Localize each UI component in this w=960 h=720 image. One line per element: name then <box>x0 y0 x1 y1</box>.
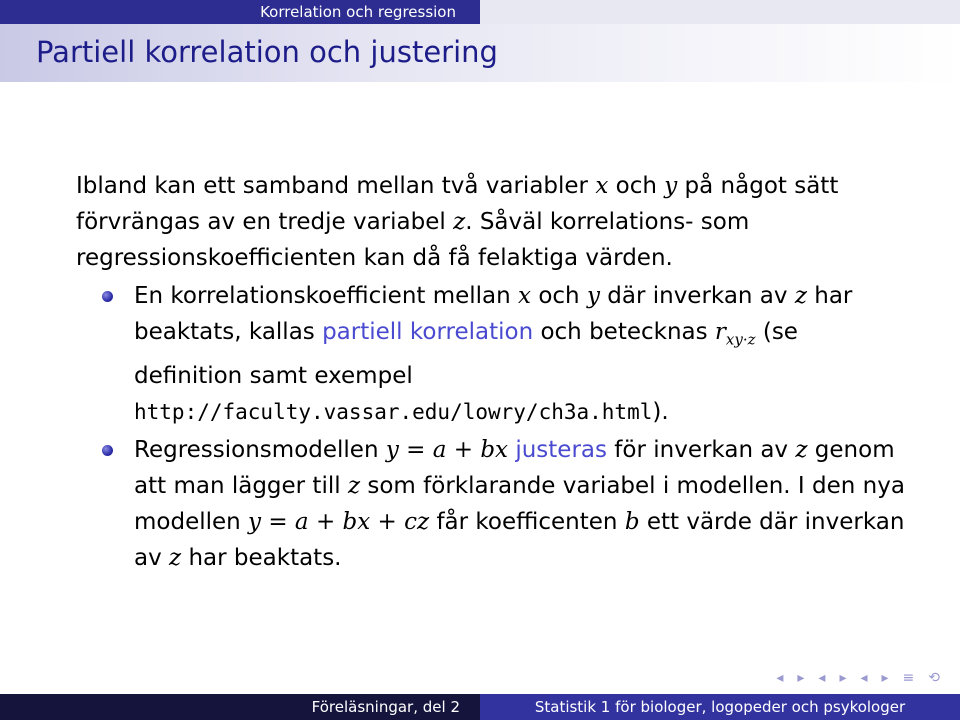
text: och betecknas <box>533 319 715 345</box>
header-right-panel <box>480 0 960 24</box>
highlighted-term: justeras <box>515 436 607 463</box>
bullet-ball-icon <box>102 291 113 302</box>
intro-text: . Såväl korrelations- som regressionskoefficienten kan då få felaktiga värden. <box>76 209 750 271</box>
text: som förklarande variabel i modellen. I den nya modellen <box>134 472 905 535</box>
math-equation: y = a + bx + cz <box>248 508 430 535</box>
title-bar <box>0 24 960 82</box>
math-var: y <box>586 283 600 309</box>
text: genom att man lägger till <box>134 436 895 499</box>
align-icon[interactable]: ≡ <box>902 670 915 686</box>
text: ). <box>652 398 669 425</box>
text: för inverkan av <box>607 436 796 463</box>
footer-right[interactable] <box>480 694 960 720</box>
math-var: z <box>347 472 361 499</box>
math-var: y <box>664 173 678 199</box>
text: får koefficenten <box>429 508 625 535</box>
bullet-ball-icon <box>102 445 113 456</box>
bullet-item <box>76 278 906 430</box>
footer-left[interactable] <box>0 694 480 720</box>
frame-prev-icon[interactable]: ◂ <box>776 670 784 686</box>
intro-text: Ibland kan ett samband mellan två variabler <box>76 173 596 199</box>
subsection-next-icon[interactable]: ▸ <box>839 670 847 686</box>
bullet-item <box>76 432 906 576</box>
math-var: z <box>169 544 182 571</box>
beamer-navigation <box>776 670 940 686</box>
math-var: z <box>794 283 807 309</box>
text: har beaktats, kallas <box>134 283 853 345</box>
text: har beaktats. <box>181 544 342 571</box>
intro-text: på något sätt förvrängas av en tredje variabel <box>76 173 839 235</box>
math-var: x <box>518 283 532 309</box>
math-equation: y = a + bx <box>385 436 509 463</box>
frame-next-icon[interactable]: ▸ <box>797 670 805 686</box>
text: ett värde där inverkan av <box>134 508 905 571</box>
section-prev-icon[interactable]: ◂ <box>860 670 868 686</box>
bullet-list <box>76 278 906 576</box>
text: och <box>531 283 587 309</box>
text: En korrelationskoefficient mellan <box>134 283 519 309</box>
slide-title: Partiell korrelation och justering <box>36 35 498 69</box>
footer-bar <box>0 694 960 720</box>
math-symbol: r <box>714 319 726 345</box>
subsection-prev-icon[interactable]: ◂ <box>818 670 826 686</box>
text: (se definition samt exempel <box>134 319 798 389</box>
highlighted-term: partiell korrelation <box>322 319 534 345</box>
footer-left-text: Föreläsningar, del 2 <box>311 698 460 716</box>
footer-right-text: Statistik 1 för biologer, logopeder och psykologer <box>534 698 906 716</box>
math-var: z <box>453 209 466 235</box>
section-label[interactable] <box>0 0 480 24</box>
math-var: x <box>595 173 609 199</box>
text: Regressionsmodellen <box>134 436 386 463</box>
intro-text: och <box>608 173 665 199</box>
math-var: b <box>624 508 640 535</box>
slide-content <box>76 168 906 576</box>
math-var: z <box>795 436 808 463</box>
math-subscript: xy·z <box>725 330 756 349</box>
reference-url[interactable]: http://faculty.vassar.edu/lowry/ch3a.html <box>134 399 653 424</box>
search-icon[interactable]: ⟲ <box>928 670 940 686</box>
section-label-text: Korrelation och regression <box>260 3 456 21</box>
intro-paragraph <box>76 168 906 276</box>
header-bar <box>0 0 960 24</box>
text: där inverkan av <box>599 283 795 309</box>
section-next-icon[interactable]: ▸ <box>881 670 889 686</box>
